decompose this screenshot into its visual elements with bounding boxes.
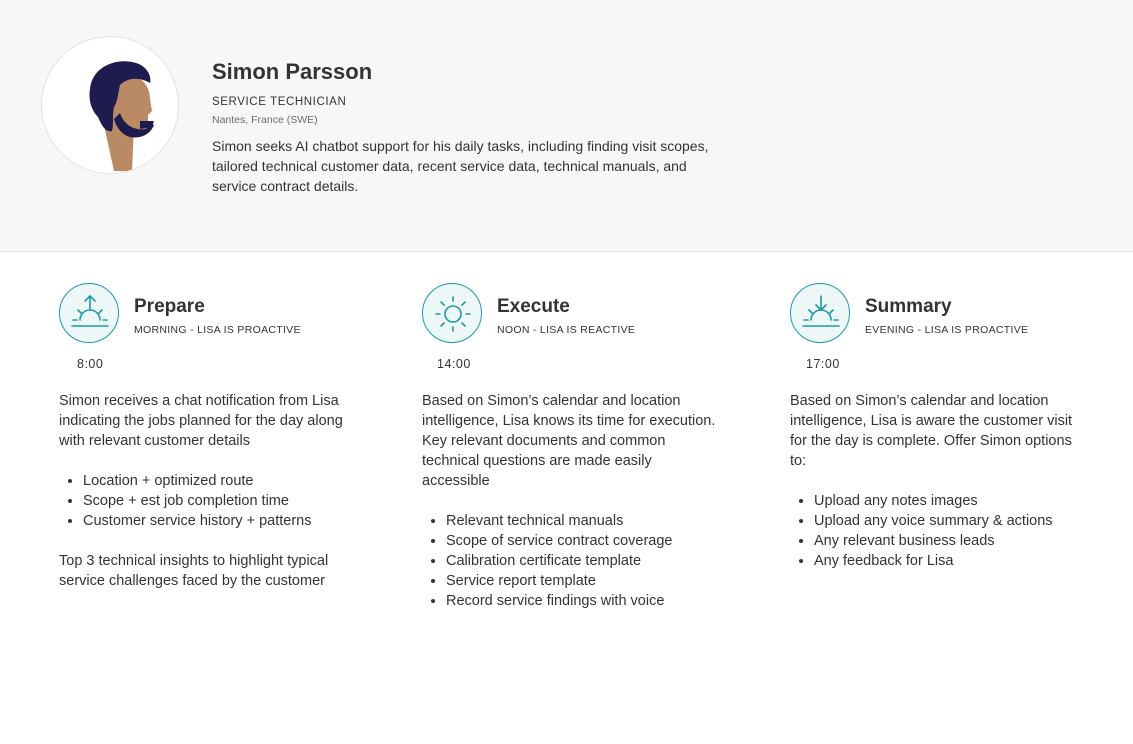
phase-subtitle: EVENING - LISA IS PROACTIVE <box>865 324 1029 336</box>
phase-subtitle: MORNING - LISA IS PROACTIVE <box>134 324 301 336</box>
list-item: • Relevant technical manuals <box>446 511 722 531</box>
person-illustration-icon <box>42 37 178 173</box>
sun-icon <box>422 283 482 343</box>
phase-list <box>59 471 359 531</box>
list-item: • Any feedback for Lisa <box>814 551 1090 571</box>
phase-intro: Based on Simon’s calendar and location intelligence, Lisa is aware the customer visit for the day is complete. Offer Simon options to: <box>790 393 1073 469</box>
persona-header <box>0 0 1133 252</box>
phase-body <box>422 391 722 631</box>
phase-time: 17:00 <box>806 357 840 371</box>
persona-name: Simon Parsson <box>212 59 373 84</box>
list-item: • Customer service history + patterns <box>83 511 359 531</box>
phase-title: Execute <box>497 296 570 317</box>
sunset-icon <box>790 283 850 343</box>
phase-title: Summary <box>865 296 952 317</box>
phase-body <box>59 391 359 591</box>
list-item: • Any relevant business leads <box>814 531 1090 551</box>
list-item: • Record service findings with voice <box>446 591 722 611</box>
phase-time: 8:00 <box>77 357 104 371</box>
list-item: • Location + optimized route <box>83 471 359 491</box>
list-item: • Calibration certificate template <box>446 551 722 571</box>
persona-location: Nantes, France (SWE) <box>212 114 318 126</box>
persona-description: Simon seeks AI chatbot support for his daily tasks, including finding visit scopes, tailored technical customer data, recent service data, technical manuals, and service contract details. <box>212 138 709 194</box>
phase-time: 14:00 <box>437 357 471 371</box>
list-item: • Upload any notes images <box>814 491 1090 511</box>
phase-intro: Based on Simon’s calendar and location intelligence, Lisa knows its time for execution. Key relevant documents and common technical questions are made easily accessible <box>422 393 716 489</box>
list-item: • Scope of service contract coverage <box>446 531 722 551</box>
phase-outro: Top 3 technical insights to highlight typical service challenges faced by the customer <box>59 553 329 589</box>
list-item: • Service report template <box>446 571 722 591</box>
phase-subtitle: NOON - LISA IS REACTIVE <box>497 324 636 336</box>
persona-role: SERVICE TECHNICIAN <box>212 96 347 108</box>
phase-list <box>422 511 722 611</box>
phase-list <box>790 491 1090 571</box>
list-item: • Upload any voice summary & actions <box>814 511 1090 531</box>
phase-body <box>790 391 1090 591</box>
phase-title: Prepare <box>134 296 205 317</box>
sunrise-icon <box>59 283 119 343</box>
list-item: • Scope + est job completion time <box>83 491 359 511</box>
avatar <box>41 36 179 174</box>
phase-intro: Simon receives a chat notification from Lisa indicating the jobs planned for the day along with relevant customer details <box>59 393 343 449</box>
